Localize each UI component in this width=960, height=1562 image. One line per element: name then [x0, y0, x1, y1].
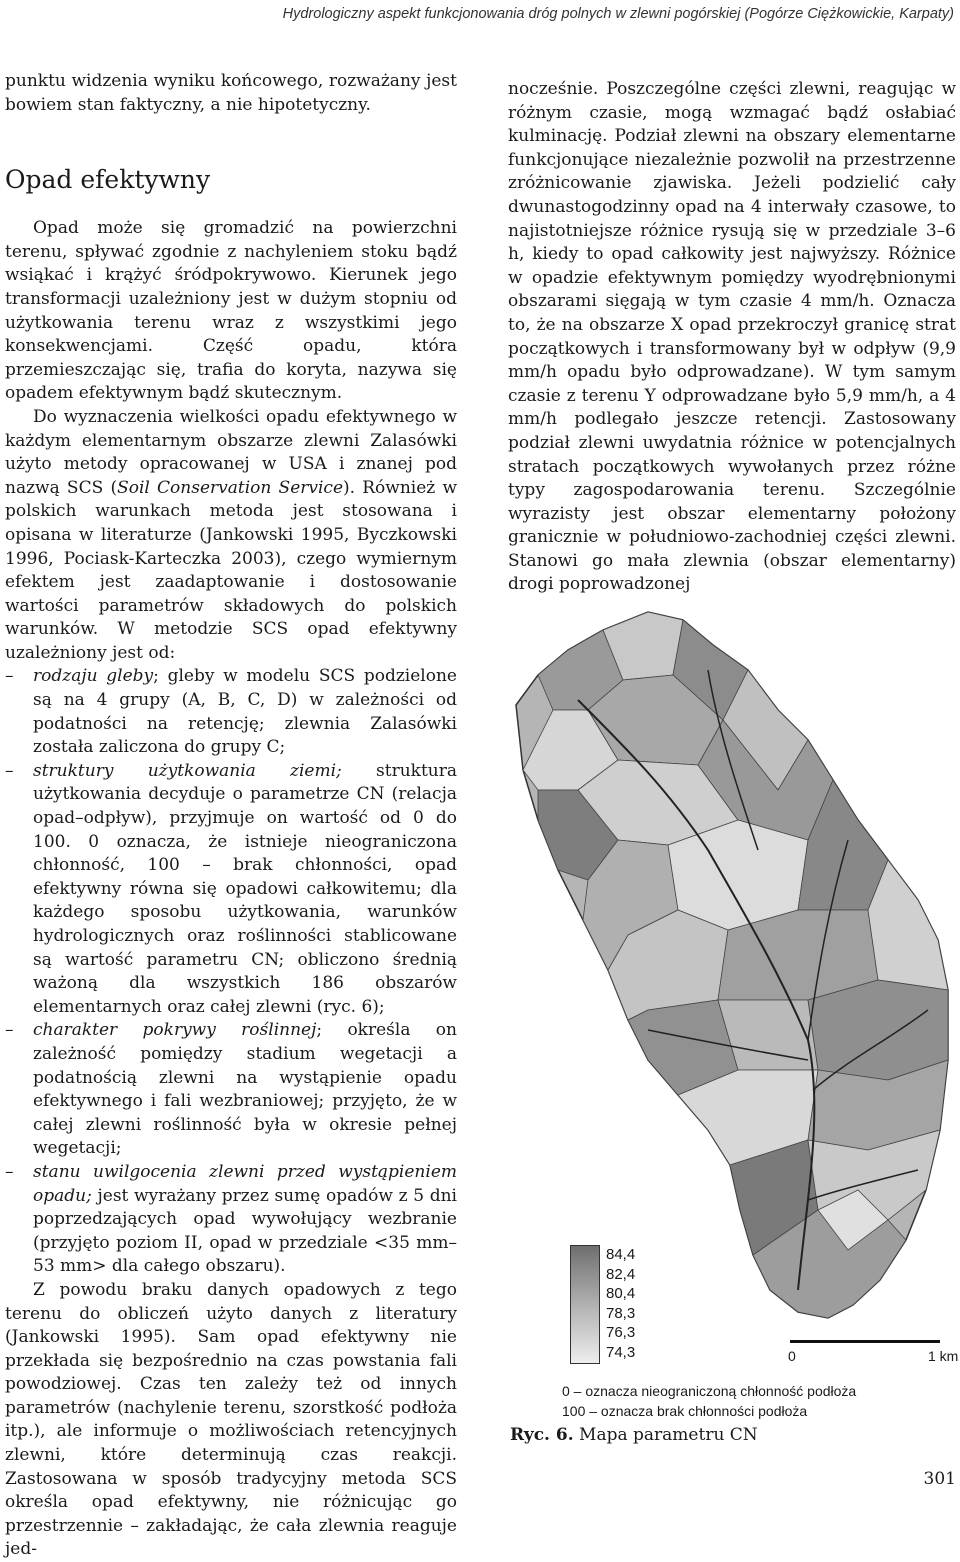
cn-area	[868, 860, 948, 990]
paragraph: nocześnie. Poszczególne części zlewni, reagując w różnym czasie, mogą wzmagać bądź osłabiać kulminację. Podział zlewni na obszary elementarne funkcjonujące niezależnie pozwolił na przestrzenne zróżnicowanie zjawiska. Jeżeli podzielić cały dwunastogodzinny opad na 4 interwały czasowe, to najistotniejsze różnice rysują się w przedziale 3–6 h, kiedy to opad całkowity jest najwyższy. Różnice w opadzie efektywnym pomiędzy wyodrębnionymi obszarami sięgają w tym czasie 4 mm/h. Oznacza to, że na obszarze X opad przekroczył granicę strat początkowych i transformowany był w odpływ (9,9 mm/h opadu było odprowadzane). W tym samym czasie z terenu Y odprowadzane było 5,9 mm/h, a 4 mm/h podlegało jeszcze retencji. Zastosowany podział zlewni uwydatnia różnice w potencjalnych stratach początkowych wywołanych przez różne typy zagospodarowania terenu. Szczególnie wyrazisty jest obszar elementarny położony granicznie w południowo-zachodniej części zlewni. Stanowi go mała zlewnia (obszar elementarny) drogi poprowadzonej	[508, 79, 956, 595]
legend-label: 74,3	[606, 1343, 636, 1361]
legend-label: 76,3	[606, 1324, 636, 1342]
legend-label: 80,4	[606, 1285, 636, 1303]
list-item: – stanu uwilgocenia zlewni przed wystąpieniem opadu; jest wyrażany przez sumę opadów z 5 dni poprzedzających opad wywołujący wezbranie (przyjęto poziom II, opad w przedziale <35 mm–53 mm> dla całego obszaru).	[5, 1161, 457, 1277]
legend-color-ramp	[570, 1245, 600, 1364]
right-column	[508, 78, 956, 597]
figure-caption: Ryc. 6. Mapa parametru CN	[510, 1425, 758, 1445]
section-heading: Opad efektywny	[5, 165, 211, 195]
paragraph: Opad może się gromadzić na powierzchni terenu, spływać zgodnie z nachyleniem stoku bądź wsiąkać i krążyć śródpokrywowo. Kierunek jego transformacji uzależniony jest w dużym stopniu od użytkowania terenu wraz z wszystkimi jego konsekwencjami. Część opadu, która przemieszczając się, trafia do koryta, nazywa się opadem efektywnym bądź skutecznym.	[5, 218, 457, 404]
list-item: – charakter pokrywy roślinnej; określa on zależność pomiędzy stadium wegetacji a podatnością zlewni na wystąpienie opadu efektywnego i fali wezbraniowej; przyjęto, że w całej zlewni roślinność była w okresie pełnej wegetacji;	[5, 1020, 457, 1159]
scale-label-end: 1 km	[928, 1348, 959, 1364]
cn-area	[808, 980, 948, 1080]
list-item: – rodzaju gleby; gleby w modelu SCS podzielone są na 4 grupy (A, B, C, D) w zależności od podatności na retencję; zlewnia Zalasówki została zaliczona do grupy C;	[5, 666, 457, 758]
legend-label: 82,4	[606, 1265, 636, 1283]
running-header: Hydrologiczny aspekt funkcjonowania dróg polnych w zlewni pogórskiej (Pogórze Ciężkowickie, Karpaty)	[282, 6, 954, 22]
legend-label: 78,3	[606, 1304, 636, 1322]
paragraph: Do wyznaczenia wielkości opadu efektywnego w każdym elementarnym obszarze zlewni Zalasówki użyto metody opracowanej w USA i znanej pod nazwą SCS (Soil Conservation Service). Również w polskich warunkach metoda jest stosowana i opisana w literaturze (Jankowski 1995, Byczkowski 1996, Pociask-Karteczka 2003), czego wymiernym efektem jest zaadaptowanie i dostosowanie wartości parametrów składowych do polskich warunków. W metodzie SCS opad efektywny uzależniony jest od:	[5, 406, 457, 663]
figure-note: 100 – oznacza brak chłonności podłoża	[562, 1403, 808, 1419]
left-column	[5, 70, 457, 1562]
legend-label: 84,4	[606, 1246, 636, 1263]
figure-note: 0 – oznacza nieograniczoną chłonność podłoża	[562, 1383, 857, 1399]
scale-label-start: 0	[788, 1348, 796, 1364]
legend-labels	[606, 1245, 635, 1363]
watershed-map-svg	[508, 590, 958, 1320]
list-item: – struktury użytkowania ziemi; struktura użytkowania decyduje o parametrze CN (relacja opad–odpływ), przyjmuje on wartość od 0 do 100. 0 oznacza, że istnieje nieograniczona chłonność, 100 – brak chłonności, opad efektywny równa się opadowi całkowitemu; dla każdego sposobu użytkowania, warunków hydrologicznych oraz roślinności stablicowane są wartość parametru CN; obliczono średnią ważoną dla wszystkich 186 obszarów elementarnych oraz całej zlewni (ryc. 6);	[5, 760, 457, 1017]
cn-parameter-map	[508, 590, 958, 1320]
paragraph: Z powodu braku danych opadowych z tego terenu do obliczeń użyto danych z literatury (Jankowski 1995). Sam opad efektywny nie przekłada się bezpośrednio na czas powstania fali powodziowej. Czas ten zależy też od innych parametrów (nachylenie terenu, szorstkość podłoża itp.), ale informuje o możliwościach retencyjnych zlewni, które determinują czas reakcji. Zastosowana w sposób tradycyjny metoda SCS określa opad efektywny, nie różnicując go przestrzennie – zakładając, że cała zlewnia reaguje jed-	[5, 1279, 457, 1560]
scale-bar-line	[790, 1340, 940, 1343]
paragraph: punktu widzenia wyniku końcowego, rozważany jest bowiem stan faktyczny, a nie hipotetyczny.	[5, 71, 457, 115]
figure-notes	[562, 1381, 856, 1421]
page-number: 301	[923, 1469, 956, 1489]
